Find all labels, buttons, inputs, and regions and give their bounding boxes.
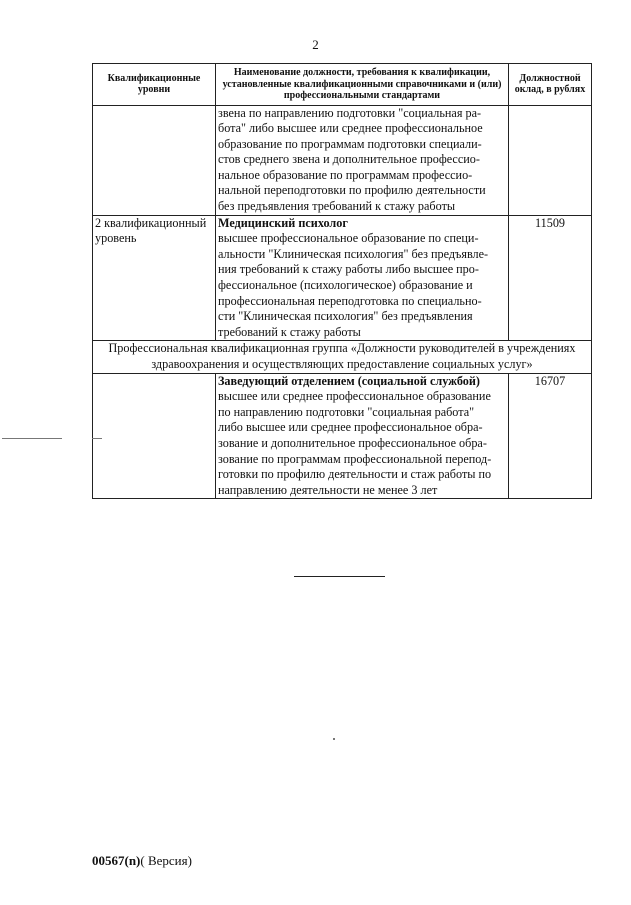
text-line: альности "Клиническая психология" без предъявле- bbox=[218, 246, 489, 261]
text-line: без предъявления требований к стажу работы bbox=[218, 199, 456, 214]
header-salary: Должностной оклад, в рублях bbox=[509, 64, 592, 106]
table-row-head-of-department bbox=[93, 373, 592, 499]
text-line: звена по направлению подготовки "социальная ра- bbox=[218, 105, 482, 120]
table-row-group-heading bbox=[93, 341, 592, 373]
text-line: высшее профессиональное образование по специ- bbox=[218, 231, 479, 246]
table-row-continuation bbox=[93, 105, 592, 215]
header-position: Наименование должности, требования к квалификации, установленные квалификационными справочниками и (или) профессиональными стандартами bbox=[216, 64, 509, 106]
text-line: ния требований к стажу работы либо высшее про- bbox=[218, 262, 479, 277]
scan-artifact bbox=[333, 738, 335, 740]
level-cell-empty bbox=[93, 105, 216, 215]
text-line: нальное образование по программам профессио- bbox=[218, 167, 473, 182]
text-line: образование по программам подготовки специали- bbox=[218, 136, 482, 151]
table-header-row bbox=[93, 64, 592, 106]
salary-cell-empty bbox=[509, 105, 592, 215]
text-line: требований к стажу работы bbox=[218, 324, 361, 339]
text-line: стов среднего звена и дополнительное профессио- bbox=[218, 152, 480, 167]
salary-cell: 11509 bbox=[509, 215, 592, 341]
footnote-separator-line bbox=[294, 576, 385, 577]
page-number: 2 bbox=[312, 37, 319, 52]
level-cell bbox=[93, 373, 216, 499]
text-line: направлению деятельности не менее 3 лет bbox=[218, 482, 438, 497]
text-line: либо высшее или среднее профессиональное обра- bbox=[218, 420, 483, 435]
document-code bbox=[92, 853, 192, 869]
position-cell-continuation bbox=[216, 105, 509, 215]
text-line: сти "Клиническая психология" без предъявления bbox=[218, 309, 473, 324]
qualification-table bbox=[92, 63, 592, 499]
text-line: бота" либо высшее или среднее профессиональное bbox=[218, 121, 483, 136]
text-line: фессиональное (психологическое) образование и bbox=[218, 278, 473, 293]
position-cell bbox=[216, 373, 509, 499]
level-cell: 2 квалификационный уровень bbox=[93, 215, 216, 341]
position-title: Заведующий отделением (социальной службой) bbox=[218, 373, 480, 388]
position-title: Медицинский психолог bbox=[218, 215, 348, 230]
text-line: нальной переподготовки по профилю деятельности bbox=[218, 183, 486, 198]
salary-cell: 16707 bbox=[509, 373, 592, 499]
document-code-number: 00567(n) bbox=[92, 853, 141, 868]
group-heading: Профессиональная квалификационная группа «Должности руководителей в учреждениях здравоохранения и осуществляющих предоставление социальных услуг» bbox=[93, 341, 592, 373]
text-line: зование по программам профессиональной перепод- bbox=[218, 451, 492, 466]
text-line: готовки по профилю деятельности и стаж работы по bbox=[218, 467, 492, 482]
text-line: высшее или среднее профессиональное образование bbox=[218, 389, 491, 404]
text-line: по направлению подготовки "социальная работа" bbox=[218, 404, 475, 419]
text-line: профессиональная переподготовка по специально- bbox=[218, 293, 482, 308]
table-row-psychologist bbox=[93, 215, 592, 341]
position-cell bbox=[216, 215, 509, 341]
scan-artifact bbox=[2, 438, 62, 439]
document-code-suffix: ( Версия) bbox=[140, 853, 192, 868]
header-levels: Квалификационные уровни bbox=[93, 64, 216, 106]
text-line: зование и дополнительное профессиональное обра- bbox=[218, 435, 487, 450]
scan-artifact bbox=[92, 438, 102, 439]
